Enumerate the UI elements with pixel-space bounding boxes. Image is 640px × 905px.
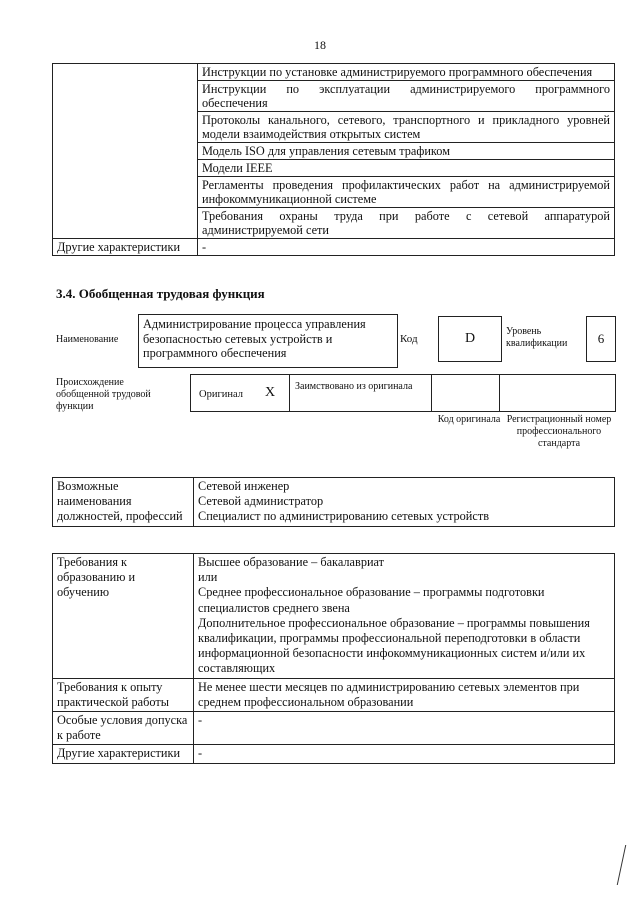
table-row xyxy=(53,712,615,745)
education-label: Требования к образованию и обучению xyxy=(53,554,194,679)
experience-value xyxy=(194,678,615,711)
table-cell: Регламенты проведения профилактических работ на администрируемой инфокоммуникационной системе xyxy=(198,177,615,208)
origin-label: Происхождение обобщенной трудовой функции xyxy=(56,377,151,412)
table-cell: Инструкции по установке администрируемого программного обеспечения xyxy=(198,64,615,81)
list-item: Специалист по администрированию сетевых устройств xyxy=(198,509,490,524)
table-cell: Модели IEEE xyxy=(198,160,615,177)
list-item: или xyxy=(198,570,218,585)
table-row xyxy=(53,678,615,711)
list-item: Дополнительное профессиональное образование – программы повышения квалификации, программы профессиональной переподготовки в области информационной безопасности инфокоммуникационных систем и/или их составляющих xyxy=(198,615,590,676)
name-value: Администрирование процесса управления безопасностью сетевых устройств и программного обеспечения xyxy=(138,314,398,368)
table-row xyxy=(53,239,615,256)
level-value: 6 xyxy=(586,316,616,362)
other-characteristics-label: Другие характеристики xyxy=(53,239,198,256)
list-item: Среднее профессиональное образование – программы подготовки специалистов среднего звена xyxy=(198,585,545,615)
table-row xyxy=(53,554,615,679)
borrowed-label: Заимствовано из оригинала xyxy=(295,381,413,392)
table-row xyxy=(53,64,615,81)
original-label: Оригинал xyxy=(199,389,243,400)
table-cell: Протоколы канального, сетевого, транспортного и прикладного уровней модели взаимодействия открытых систем xyxy=(198,112,615,143)
other-characteristics-value: - xyxy=(198,239,615,256)
positions-label: Возможные наименования должностей, профессий xyxy=(53,478,194,527)
table-cell: Требования охраны труда при работе с сетевой аппаратурой администрируемой сети xyxy=(198,208,615,239)
requirements-table xyxy=(52,553,615,764)
table-cell: Инструкции по эксплуатации администрируемого программного обеспечения xyxy=(198,81,615,112)
section-title: 3.4. Обобщенная трудовая функция xyxy=(56,286,265,301)
origin-row xyxy=(190,374,616,412)
divider xyxy=(431,375,432,411)
code-value: D xyxy=(438,316,502,362)
table-row xyxy=(53,478,615,527)
pen-mark xyxy=(607,845,627,885)
original-mark: X xyxy=(265,385,276,400)
other-value xyxy=(194,745,615,763)
positions-table xyxy=(52,477,615,527)
list-item: Высшее образование – бакалавриат xyxy=(198,555,385,569)
list-item: - xyxy=(198,746,203,761)
table-cell: Модель ISO для управления сетевым трафиком xyxy=(198,143,615,160)
admission-label: Особые условия допуска к работе xyxy=(53,712,194,745)
page-number: 18 xyxy=(314,38,326,52)
other-label: Другие характеристики xyxy=(53,745,194,763)
reg-number-caption: Регистрационный номер профессионального стандарта xyxy=(506,414,612,449)
name-label: Наименование xyxy=(56,334,119,345)
admission-value xyxy=(194,712,615,745)
divider xyxy=(499,375,500,411)
positions-values xyxy=(194,478,615,527)
list-item: Сетевой инженер xyxy=(198,479,290,493)
divider xyxy=(289,375,290,411)
knowledge-table xyxy=(52,63,615,256)
table-label-cell xyxy=(53,64,198,239)
code-label: Код xyxy=(400,333,418,345)
list-item: Не менее шести месяцев по администрированию сетевых элементов при среднем профессиональном образовании xyxy=(198,679,580,709)
table-row xyxy=(53,745,615,763)
education-values xyxy=(194,554,615,679)
orig-code-caption: Код оригинала xyxy=(437,414,501,425)
list-item: - xyxy=(198,713,203,728)
level-label: Уровень квалификации xyxy=(506,326,568,349)
experience-label: Требования к опыту практической работы xyxy=(53,678,194,711)
list-item: Сетевой администратор xyxy=(198,494,324,509)
